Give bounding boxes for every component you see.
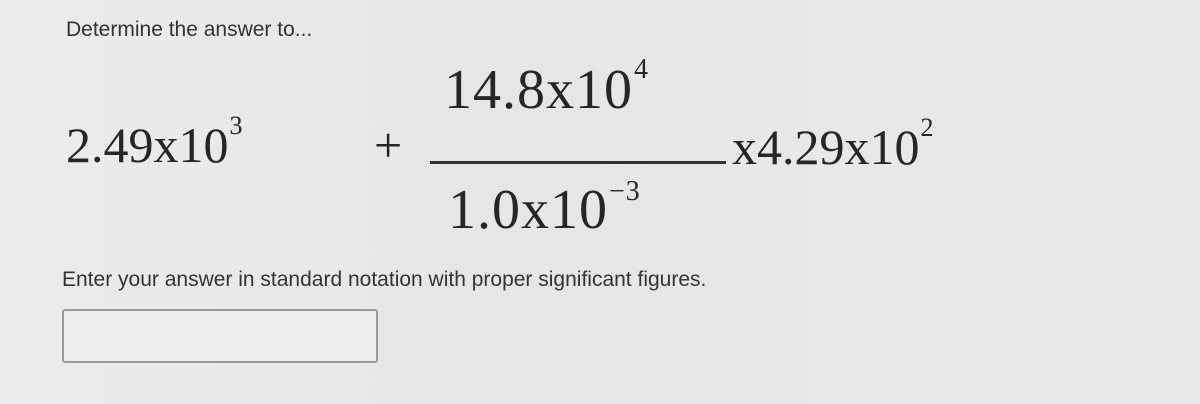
term-2-49e3 bbox=[66, 111, 243, 173]
fraction-numerator bbox=[444, 54, 649, 121]
term-4-29e2 bbox=[732, 113, 934, 175]
numerator-base: 14.8x10 bbox=[444, 59, 633, 121]
term1-exponent: 3 bbox=[229, 111, 243, 140]
term1-base: 2.49x10 bbox=[66, 117, 229, 173]
denominator-exponent: −3 bbox=[609, 176, 641, 207]
term3-exponent: 2 bbox=[920, 113, 934, 142]
answer-input[interactable] bbox=[62, 309, 378, 363]
fraction-denominator bbox=[448, 176, 641, 241]
denominator-base: 1.0x10 bbox=[448, 179, 608, 241]
fraction-bar bbox=[430, 161, 726, 164]
answer-instruction: Enter your answer in standard notation with proper significant figures. bbox=[62, 268, 707, 291]
numerator-exponent: 4 bbox=[634, 54, 649, 85]
term3-base: x4.29x10 bbox=[732, 119, 920, 175]
plus-sign: + bbox=[374, 117, 403, 173]
question-prompt: Determine the answer to... bbox=[66, 18, 313, 41]
